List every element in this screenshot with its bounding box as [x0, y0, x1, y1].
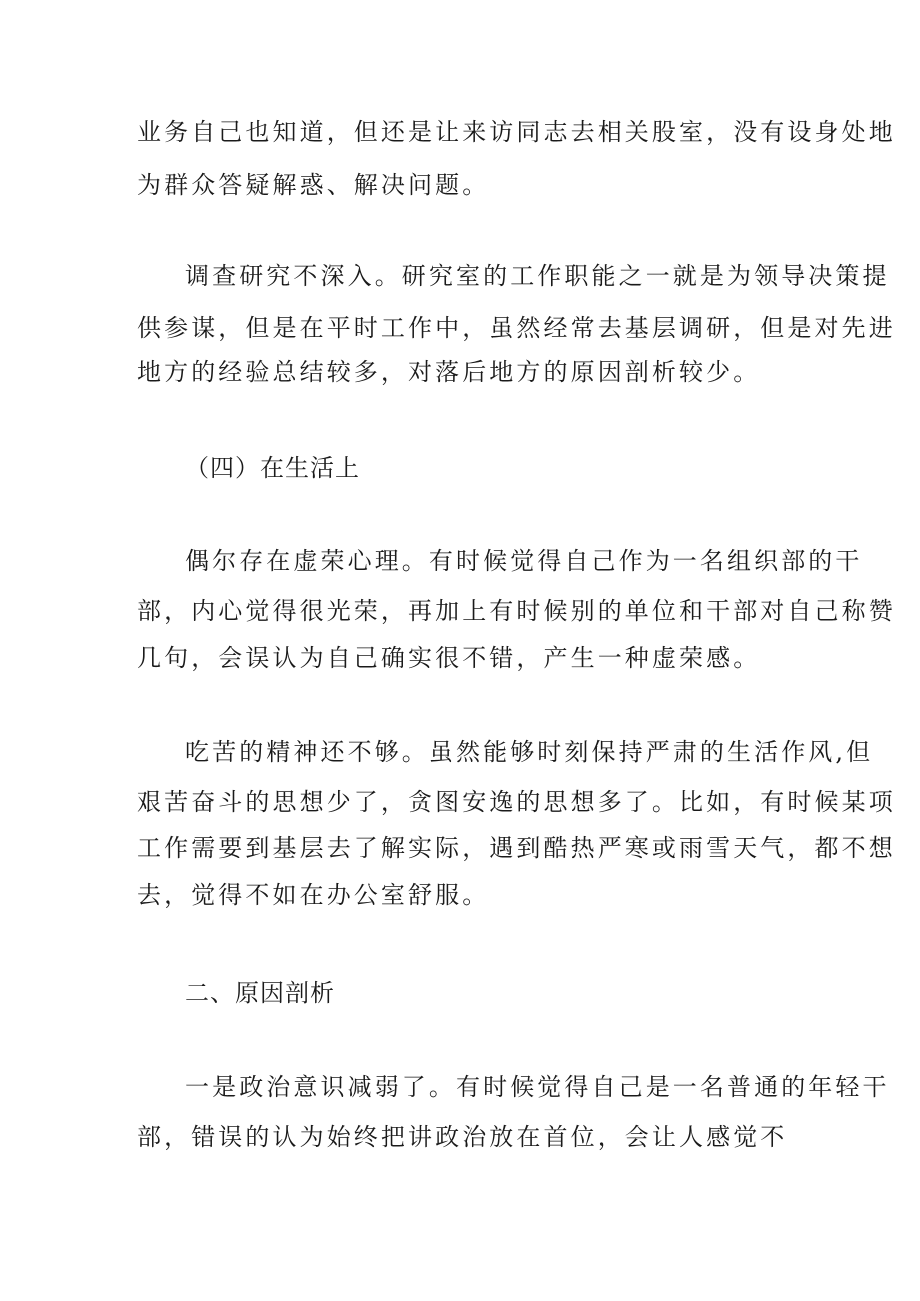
paragraph-4-line-1: 吃苦的精神还不够。虽然能够时刻保持严肃的生活作风,但	[185, 738, 874, 766]
section-heading-2: 二、原因剖析	[185, 979, 335, 1007]
paragraph-4-line-4: 去，觉得不如在办公室舒服。	[137, 881, 490, 909]
paragraph-3-line-2: 部，内心觉得很光荣，再加上有时候别的单位和干部对自己称赞	[137, 597, 896, 625]
paragraph-3-line-1: 偶尔存在虚荣心理。有时候觉得自己作为一名组织部的干	[185, 547, 863, 575]
paragraph-1-line-2: 为群众答疑解惑、解决问题。	[137, 171, 490, 199]
paragraph-2-line-3: 地方的经验总结较多，对落后地方的原因剖析较少。	[137, 358, 761, 386]
section-heading-4: （四）在生活上	[185, 454, 360, 482]
paragraph-3-line-3: 几句，会误认为自己确实很不错，产生一种虚荣感。	[137, 644, 761, 672]
paragraph-4-line-2: 艰苦奋斗的思想少了，贪图安逸的思想多了。比如，有时候某项	[137, 788, 896, 816]
paragraph-2-line-2: 供参谋，但是在平时工作中，虽然经常去基层调研，但是对先进	[137, 314, 896, 342]
paragraph-1-line-1: 业务自己也知道，但还是让来访同志去相关股室，没有设身处地	[137, 118, 896, 146]
paragraph-4-line-3: 工作需要到基层去了解实际，遇到酷热严寒或雨雪天气，都不想	[137, 834, 896, 862]
paragraph-5-line-2: 部，错误的认为始终把讲政治放在首位，会让人感觉不	[137, 1123, 788, 1151]
paragraph-2-line-1: 调查研究不深入。研究室的工作职能之一就是为领导决策提	[185, 262, 890, 290]
paragraph-5-line-1: 一是政治意识减弱了。有时候觉得自己是一名普通的年轻干	[185, 1073, 890, 1101]
